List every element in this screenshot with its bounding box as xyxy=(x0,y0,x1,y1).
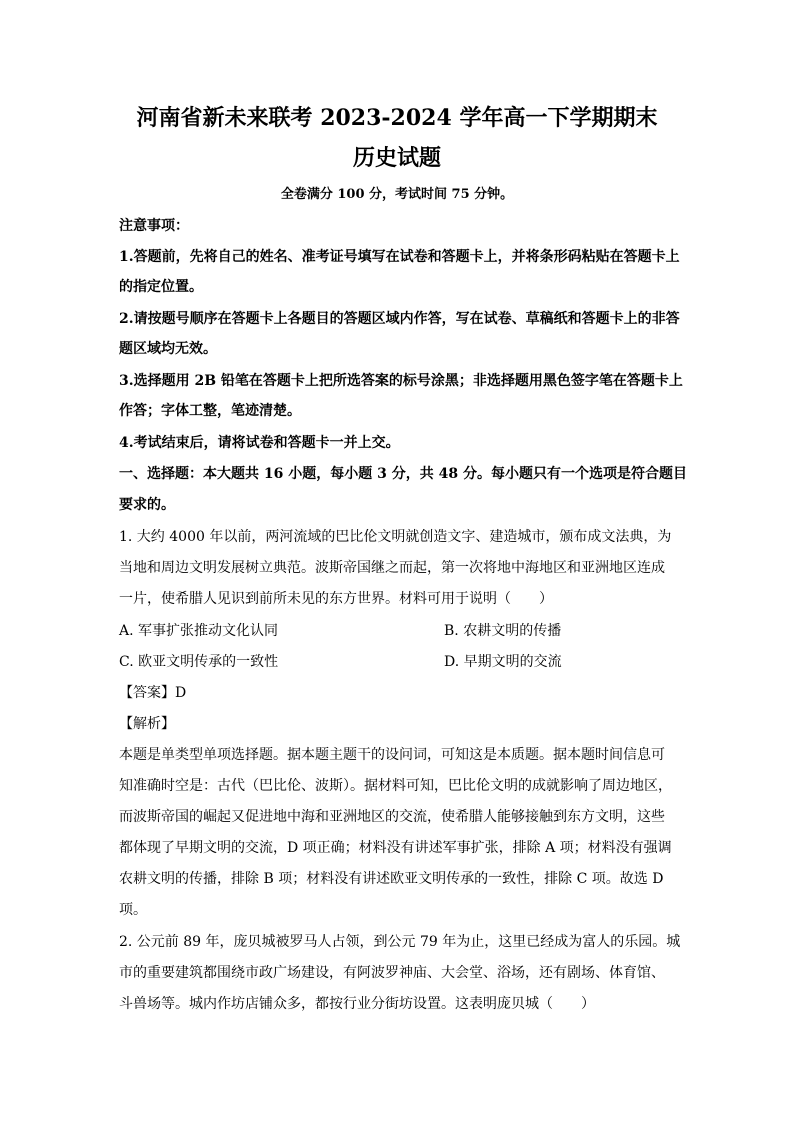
q2-stem: 斗兽场等。城内作坊店铺众多，都按行业分街坊设置。这表明庞贝城（ ） xyxy=(119,996,595,1012)
q1-analysis: 都体现了早期文明的交流，D 项正确；材料没有讲述军事扩张，排除 A 项；材料没有强调 xyxy=(119,840,672,856)
q2-stem: 2. 公元前 89 年，庞贝城被罗马人占领，到公元 79 年为止，这里已经成为富人的乐园。城 xyxy=(119,934,681,950)
q1-option-a: A. 军事扩张推动文化认同 xyxy=(119,623,279,639)
notice-line: 3.选择题用 2B 铅笔在答题卡上把所选答案的标号涂黑；非选择题用黑色签字笔在答题卡上 xyxy=(119,373,683,389)
notice-line: 作答；字体工整，笔迹清楚。 xyxy=(119,403,301,419)
q2-stem: 市的重要建筑都围绕市政广场建设，有阿波罗神庙、大会堂、浴场，还有剧场、体育馆、 xyxy=(119,965,665,981)
section-heading: 一、选择题：本大题共 16 小题，每小题 3 分，共 48 分。每小题只有一个选项是符合题目 xyxy=(119,466,687,482)
q1-analysis-heading: 【解析】 xyxy=(119,716,175,732)
notice-line: 的指定位置。 xyxy=(119,279,203,295)
q1-answer: 【答案】D xyxy=(119,685,187,701)
notice-line: 1.答题前，先将自己的姓名、准考证号填写在试卷和答题卡上，并将条形码粘贴在答题卡上 xyxy=(119,249,680,265)
q1-analysis: 本题是单类型单项选择题。据本题主题干的设问词，可知这是本质题。据本题时间信息可 xyxy=(119,747,665,763)
notice-line: 2.请按题号顺序在答题卡上各题目的答题区域内作答，写在试卷、草稿纸和答题卡上的非答 xyxy=(119,311,680,327)
exam-title: 河南省新未来联考 2023-2024 学年高一下学期期末 xyxy=(136,105,658,131)
q1-analysis: 知准确时空是：古代（巴比伦、波斯）。据材料可知，巴比伦文明的成就影响了周边地区， xyxy=(119,778,672,794)
q1-stem: 当地和周边文明发展树立典范。波斯帝国继之而起，第一次将地中海地区和亚洲地区连成 xyxy=(119,560,665,576)
section-heading: 要求的。 xyxy=(119,497,175,513)
q1-analysis: 项。 xyxy=(119,902,147,918)
exam-subject-title: 历史试题 xyxy=(352,145,441,171)
notice-heading: 注意事项： xyxy=(119,218,189,234)
notice-line: 4.考试结束后，请将试卷和答题卡一并上交。 xyxy=(119,435,400,451)
q1-option-b: B. 农耕文明的传播 xyxy=(444,623,562,639)
q1-stem: 1. 大约 4000 年以前，两河流域的巴比伦文明就创造文字、建造城市，颁布成文法典，为 xyxy=(119,529,672,545)
exam-info: 全卷满分 100 分，考试时间 75 分钟。 xyxy=(280,187,514,202)
q1-analysis: 而波斯帝国的崛起又促进地中海和亚洲地区的交流，使希腊人能够接触到东方文明，这些 xyxy=(119,809,665,825)
q1-option-d: D. 早期文明的交流 xyxy=(444,654,562,670)
q1-analysis: 农耕文明的传播，排除 B 项；材料没有讲述欧亚文明传承的一致性，排除 C 项。故选 D xyxy=(119,871,664,887)
q1-stem: 一片，使希腊人见识到前所未见的东方世界。材料可用于说明（ ） xyxy=(119,591,553,607)
notice-line: 题区域均无效。 xyxy=(119,341,217,357)
q1-option-c: C. 欧亚文明传承的一致性 xyxy=(119,654,279,670)
